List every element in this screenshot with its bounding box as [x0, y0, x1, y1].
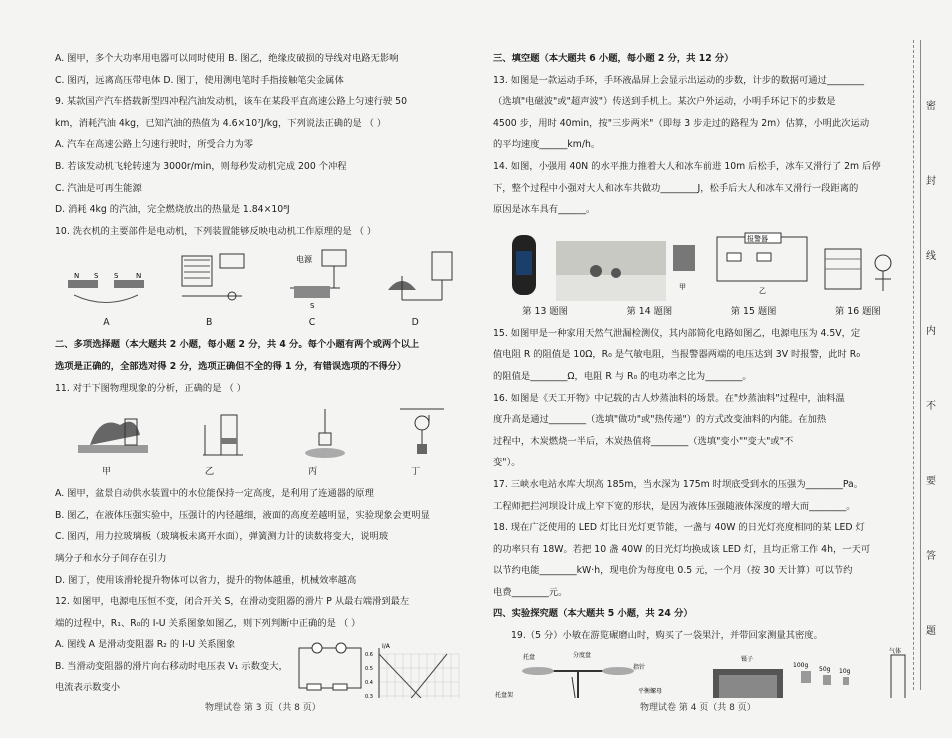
- page-3: [55, 48, 467, 698]
- weight-label: 50g: [819, 665, 831, 673]
- page3-text-line: B. 若该发动机飞轮转速为 3000r/min，则每秒发动机完成 200 个冲程: [55, 160, 347, 172]
- page4-text-line: 15. 如图甲是一种家用天然气泄漏检测仪，其内部简化电路如图乙，电源电压为 4.5V，定: [493, 327, 861, 339]
- q11-figure-ding: [392, 405, 452, 461]
- page-4: [493, 48, 910, 698]
- binding-mark: 内: [926, 326, 936, 337]
- binding-mark: 密: [926, 101, 936, 112]
- y-tick-label: 0.3: [365, 694, 373, 698]
- y-tick-label: 0.4: [365, 680, 373, 687]
- footer-page-4: 物理试卷 第 4 页（共 8 页）: [640, 703, 756, 713]
- binding-mark: 题: [926, 626, 936, 637]
- figure-caption: 第 13 题图: [522, 305, 568, 317]
- weight-label: 100g: [793, 661, 809, 669]
- page4-text-line: 的功率只有 18W。若把 10 盏 40W 的日光灯均换成该 LED 灯，且均正常工作 4h，一天可: [493, 543, 871, 555]
- binding-mark: 不: [926, 401, 936, 412]
- q12-option-line: A. 图线 A 是滑动变阻器 R₂ 的 I-U 关系图象: [55, 639, 236, 651]
- page4-text-line: 4500 步，用时 40min，按"三步两米"（即每 3 步走过的路程为 2m）估算，小明此次运动: [493, 117, 870, 129]
- q11-captions: [55, 461, 467, 483]
- binding-mark: 答: [926, 551, 936, 562]
- binding-mark: 封: [926, 176, 936, 187]
- q10-figure-b: [172, 246, 252, 312]
- page4-text-line: 变"）。: [493, 457, 521, 469]
- page3-text-line: B. 图乙，在液体压强实验中，压强计的内径越细，液面的高度差越明显，实验现象会更明显: [55, 509, 430, 521]
- q19-figures: [493, 647, 910, 698]
- page3-text-line: 9. 某款国产汽车搭载新型四冲程汽油发动机，该车在某段平直高速公路上匀速行驶 50: [55, 96, 408, 108]
- page4-text-line: 以节约电能________kW·h，现电价为每度电 0.5 元，一个月（按 30 天计算）可以节约: [493, 565, 853, 577]
- page4-text-line: 值电阻 R 的阻值是 10Ω，R₀ 是气敏电阻，当报警器两端的电压达到 3V 时报警，此时 R₀: [493, 349, 860, 361]
- q13-16-figures: [493, 221, 910, 301]
- page4-text-line: 的平均速度______km/h。: [493, 139, 601, 151]
- q11-figure-yi: [191, 405, 261, 461]
- figure-caption: 第 16 题图: [835, 305, 881, 317]
- binding-mark: 线: [926, 251, 936, 262]
- gas-detector-label-jia: 甲: [679, 282, 687, 291]
- page4-text-line: （选填"电磁波"或"超声波"）传送到手机上。某次户外运动，小明手环记下的步数是: [493, 96, 836, 108]
- page4-text-line: 18. 现在广泛使用的 LED 灯比日光灯更节能，一盏与 40W 的日光灯亮度相同的某 LED 灯: [493, 522, 865, 534]
- page4-text-line: 14. 如图，小强用 40N 的水平推力推着大人和冰车前进 10m 后松手，冰车又滑行了 2m 后停: [493, 160, 881, 172]
- q19-part-label: 分度盘: [573, 651, 592, 659]
- section-3-heading: 三、填空题（本大题共 6 小题，每小题 2 分，共 12 分）: [493, 53, 734, 64]
- page3-text-line: D. 图丁，使用该滑轮提升物体可以省力，提升的物体越重，机械效率越高: [55, 574, 357, 586]
- q12-option-line: 电流表示数变小: [55, 682, 121, 694]
- page4-text-line: 16. 如图是《天工开物》中记载的古人炒蒸油料的场景。在"炒蒸油料"过程中，油料温: [493, 392, 845, 404]
- q12-figures: [297, 634, 467, 698]
- binding-margin: [913, 40, 946, 690]
- page4-text-line: 过程中，木炭燃烧一半后，木炭热值将________（选填"变小""变大"或"不: [493, 435, 794, 447]
- y-tick-label: 0.6: [365, 652, 373, 659]
- figure-caption: 第 15 题图: [730, 305, 777, 317]
- y-axis-label: I/A: [382, 643, 390, 651]
- svg-text:N: N: [74, 272, 80, 281]
- figure-caption: B: [205, 317, 213, 329]
- fitness-band-image: [494, 229, 554, 301]
- page4-text-line: 13. 如图是一款运动手环，手环液晶屏上会显示出运动的步数，计步的数据可通过________: [493, 74, 865, 86]
- q11-figure-bing: [291, 405, 361, 461]
- tiangong-kaiwu-figure: [819, 229, 909, 301]
- q19-part-label: 托盘: [523, 653, 536, 661]
- svg-text:N: N: [136, 272, 142, 281]
- page3-text-line: 璃分子和水分子间存在引力: [55, 552, 167, 564]
- q11-figure-jia: [70, 405, 160, 461]
- page3-text-line: A. 图甲，多个大功率用电器可以同时使用 B. 图乙，绝缘皮破损的导线对电路无影响: [55, 53, 399, 64]
- page3-text-line: 10. 洗衣机的主要部件是电动机，下列装置能够反映电动机工作原理的是 （ ）: [55, 225, 377, 237]
- q12-iu-chart: [365, 643, 467, 698]
- page4-text-line: 度升高是通过________（选填"做功"或"热传递"）的方式改变油料的内能。在加热: [493, 414, 827, 426]
- gas-detector-figure: [667, 231, 817, 301]
- q10-figure-a: [64, 250, 154, 312]
- q12-option-line: B. 当滑动变阻器的滑片向右移动时电压表 V₁ 示数变大，: [55, 660, 288, 672]
- figure-caption: 丁: [410, 466, 421, 478]
- page3-text-line: km，消耗汽油 4kg，已知汽油的热值为 4.6×10⁷J/kg，下列说法正确的是 （ ）: [55, 117, 387, 129]
- q10-figures: [55, 242, 467, 312]
- page3-text-line: C. 汽油是可再生能源: [55, 182, 142, 194]
- alarm-label: 报警器: [747, 234, 769, 243]
- figure-caption: 甲: [101, 466, 112, 478]
- page3-text-line: D. 消耗 4kg 的汽油，完全燃烧放出的热量是 1.84×10⁸J: [55, 204, 290, 216]
- q10-figure-d: [378, 246, 458, 312]
- page3-text-line: 12. 如图甲，电源电压恒不变，闭合开关 S，在滑动变阻器的滑片 P 从最右端滑到最左: [55, 596, 410, 608]
- section-2-heading: 二、多项选择题（本大题共 2 小题，每小题 2 分，共 4 分。每个小题有两个或两个以上: [55, 339, 420, 351]
- q19-part-label: 指针: [633, 663, 646, 671]
- ice-sled-photo: [556, 241, 666, 301]
- page4-text-line: 工程师把拦河坝设计成上窄下宽的形状，是因为液体压强随液体深度的增大而________。: [493, 500, 856, 512]
- section-2-instructions: 选项是正确的，全部选对得 2 分，选项正确但不全的得 1 分，有错误选项的不得分）: [55, 360, 407, 372]
- page3-text-line: C. 图丙，用力拉玻璃板（玻璃板未离开水面），弹簧测力计的读数将变大，说明玻: [55, 531, 389, 543]
- page4-text-line: 17. 三峡水电站水库大坝高 185m，当水深为 175m 时坝底受到水的压强为________Pa。: [493, 478, 864, 490]
- section-4-heading: 四、实验探究题（本大题共 5 小题，共 24 分）: [493, 608, 693, 620]
- q19-part-label: 平衡螺母: [638, 687, 663, 695]
- page4-text-line: 电费________元。: [493, 586, 568, 598]
- binding-mark: 要: [926, 476, 936, 487]
- q19-part-label: 镊子: [741, 655, 754, 663]
- gas-detector-label-yi: 乙: [759, 286, 767, 295]
- q11-figures: [55, 399, 467, 461]
- weight-label: 10g: [839, 667, 851, 675]
- page3-text-line: 端的过程中，R₁、R₀的 I-U 关系图象如图乙，则下列判断中正确的是 （ ）: [55, 617, 361, 629]
- line-b: [379, 654, 447, 698]
- question-12-block: [55, 634, 467, 698]
- svg-text:S: S: [114, 272, 119, 281]
- q13-16-captions: [493, 301, 910, 323]
- figure-caption: 丙: [307, 466, 318, 478]
- figure-caption: C: [308, 317, 316, 329]
- q10-captions: [55, 312, 467, 334]
- page4-text-line: 原因是冰车具有______。: [493, 204, 596, 216]
- question-19: 19.（5 分）小敏在游览碾磨山时，购买了一袋果汁，并带回家测量其密度。: [511, 630, 823, 642]
- page3-text-line: A. 图甲，盆景自动供水装置中的水位能保持一定高度，是利用了连通器的原理: [55, 488, 374, 500]
- power-label: 电源: [296, 255, 312, 265]
- q19-part-label: 托盘架: [495, 691, 514, 698]
- svg-text:S: S: [94, 272, 99, 281]
- page4-text-line: 下，整个过程中小强对大人和冰车共做功________J，松手后大人和冰车又滑行一段距离的: [493, 182, 859, 194]
- cylinder-label: 气体: [889, 647, 902, 655]
- question-11: 11. 对于下图物理现象的分析，正确的是 （ ）: [55, 382, 246, 394]
- figure-caption: D: [411, 317, 419, 329]
- page3-text-line: A. 汽车在高速公路上匀速行驶时，所受合力为零: [55, 139, 254, 151]
- svg-text:S: S: [310, 302, 315, 311]
- figure-caption: 第 14 题图: [626, 305, 673, 317]
- q10-figure-c: [270, 246, 360, 312]
- figure-caption: A: [103, 317, 110, 329]
- y-tick-label: 0.5: [365, 666, 373, 673]
- figure-caption: 乙: [204, 466, 215, 478]
- page4-text-line: 的阻值是________Ω，电阻 R 与 R₀ 的电功率之比为________。: [493, 370, 752, 382]
- page3-text-line: C. 图丙，远离高压带电体 D. 图丁，使用测电笔时手指接触笔尖金属体: [55, 74, 344, 86]
- footer-page-3: 物理试卷 第 3 页（共 8 页）: [205, 703, 321, 713]
